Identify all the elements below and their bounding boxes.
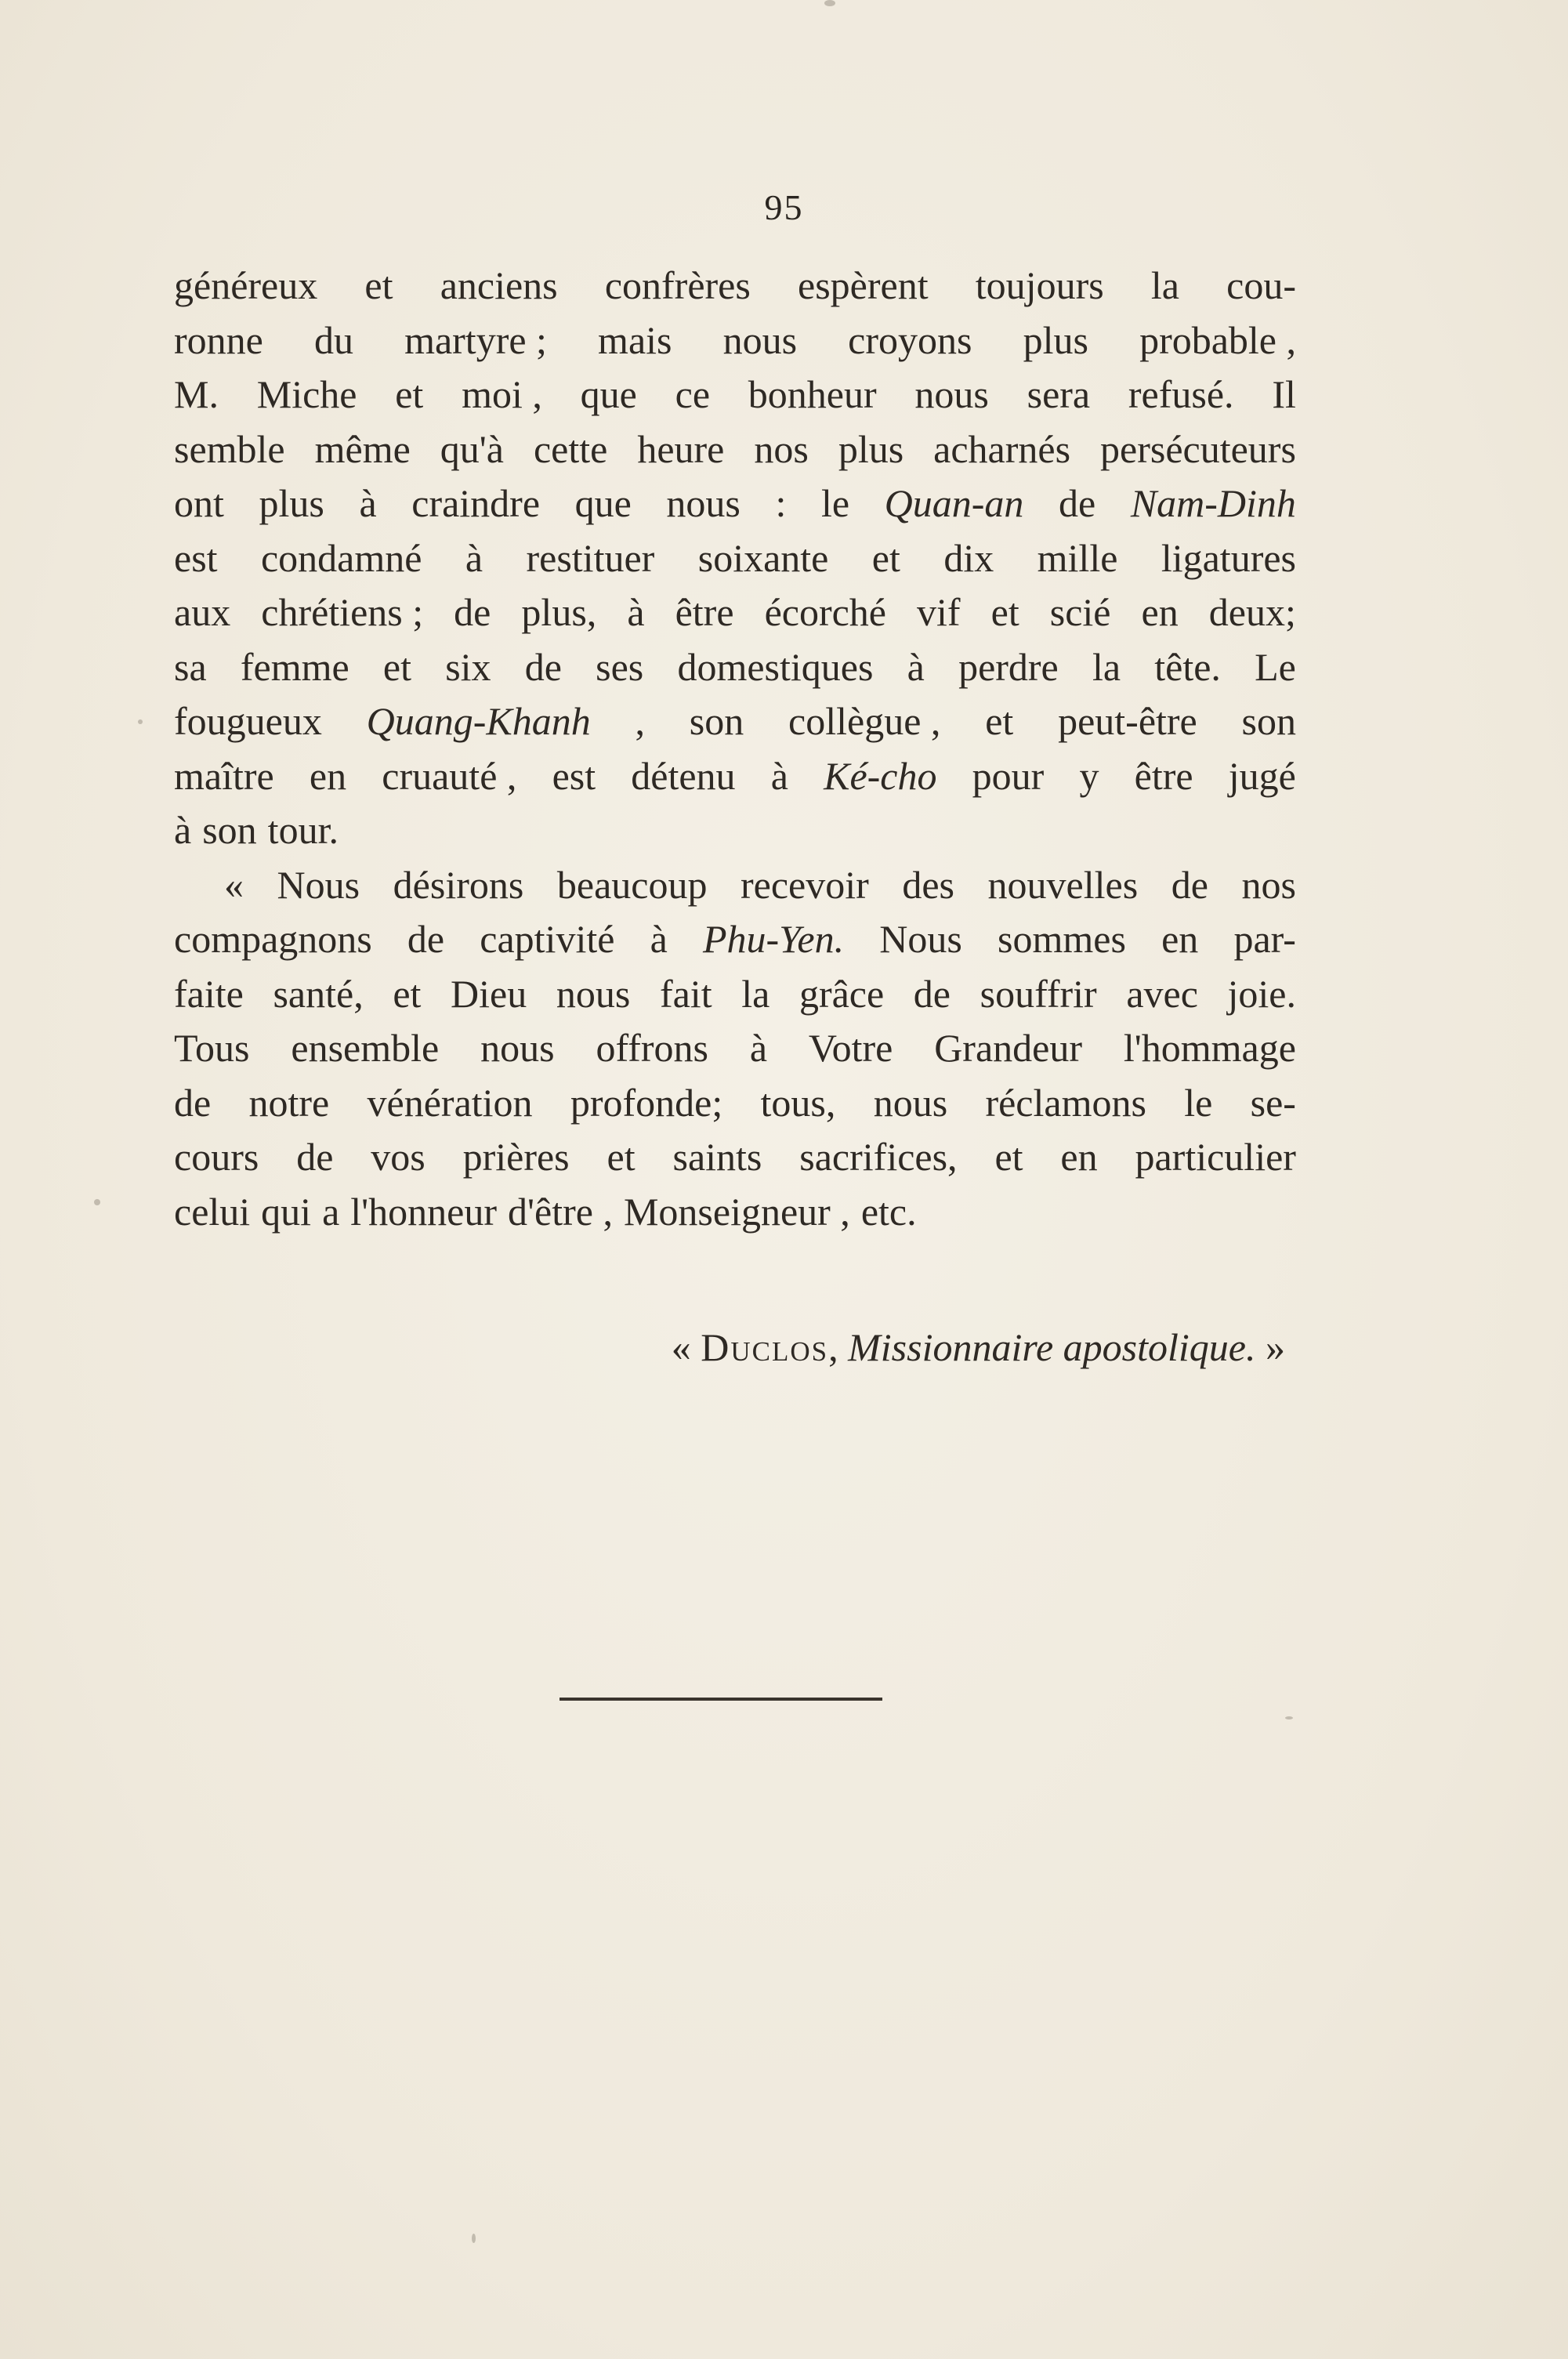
word: nous: [666, 481, 741, 525]
text-line: [174, 1021, 1296, 1076]
word: de: [454, 590, 491, 634]
word: de: [913, 971, 951, 1016]
word: persécuteurs: [1100, 426, 1296, 471]
word: vénération: [367, 1080, 533, 1125]
text-line: [174, 1185, 1296, 1240]
word: de: [1059, 481, 1096, 525]
word: domestiques: [677, 644, 874, 689]
word: même: [314, 426, 411, 471]
word: particulier: [1135, 1135, 1296, 1179]
word: nous: [556, 971, 631, 1016]
letter-body: [174, 259, 1296, 1239]
word: confrères: [604, 263, 751, 307]
word: nous: [873, 1080, 948, 1125]
word: collègue ,: [788, 699, 941, 743]
word: :: [775, 481, 787, 525]
word: pour: [972, 753, 1045, 798]
word: profonde;: [570, 1080, 723, 1125]
word: le: [1184, 1080, 1213, 1125]
word: la: [1150, 263, 1179, 307]
word: être: [675, 590, 734, 634]
word: femme: [240, 644, 349, 689]
word: à: [770, 753, 788, 798]
text-line: [174, 531, 1296, 586]
word: le: [820, 481, 850, 525]
word: sommes: [998, 917, 1126, 961]
word: mais: [598, 317, 672, 362]
word: en: [1141, 590, 1179, 634]
word: tête.: [1154, 644, 1221, 689]
word: condamné: [260, 535, 422, 580]
word: et: [364, 263, 393, 307]
word: M.: [174, 372, 219, 416]
word: notre: [248, 1080, 330, 1125]
word: la: [1092, 644, 1121, 689]
text-line: [174, 1130, 1296, 1185]
italic-word: Nam-Dinh: [1130, 481, 1296, 525]
word: scié: [1049, 590, 1111, 634]
word: son: [689, 699, 744, 743]
word: à: [627, 590, 645, 634]
word: maître: [174, 753, 274, 798]
word: fait: [659, 971, 712, 1016]
text-line: [174, 422, 1296, 477]
word: celui: [174, 1189, 251, 1234]
word: Nous: [277, 862, 360, 907]
word: son: [202, 808, 257, 852]
word: a: [322, 1189, 340, 1234]
word: plus,: [521, 590, 597, 634]
word: cours: [174, 1135, 259, 1179]
italic-word: Phu-Yen.: [702, 917, 845, 961]
word: joie.: [1227, 971, 1296, 1016]
word: cette: [533, 426, 608, 471]
word: est: [552, 753, 596, 798]
word: qu'à: [440, 426, 504, 471]
word: et: [994, 1135, 1023, 1179]
word: Monseigneur ,: [623, 1189, 850, 1234]
word: ensemble: [291, 1026, 440, 1070]
word: du: [313, 317, 353, 362]
word: jugé: [1228, 753, 1296, 798]
word: prières: [462, 1135, 570, 1179]
word: de: [407, 917, 445, 961]
word: moi ,: [462, 372, 542, 416]
word: est: [174, 535, 218, 580]
word: nos: [754, 426, 809, 471]
word: ses: [596, 644, 644, 689]
word: deux;: [1208, 590, 1296, 634]
word: avec: [1126, 971, 1198, 1016]
word: de: [174, 1080, 212, 1125]
word: que: [580, 372, 637, 416]
word: cou-: [1226, 263, 1296, 307]
word: à: [650, 917, 668, 961]
word: «: [224, 862, 244, 907]
word: mille: [1037, 535, 1118, 580]
word: captivité: [480, 917, 615, 961]
word: et: [607, 1135, 636, 1179]
word: espèrent: [798, 263, 929, 307]
word: offrons: [596, 1026, 708, 1070]
text-line: [174, 640, 1296, 695]
text-line: [174, 313, 1296, 368]
word: la: [741, 971, 770, 1016]
word: etc.: [860, 1189, 917, 1234]
word: à: [359, 481, 377, 525]
word: en: [309, 753, 347, 798]
word: et: [871, 535, 900, 580]
word: faite: [174, 971, 244, 1016]
signature-open-quote: «: [671, 1325, 691, 1369]
word: Nous: [879, 917, 962, 961]
word: Miche: [256, 372, 357, 416]
word: restituer: [526, 535, 655, 580]
word: tous,: [760, 1080, 836, 1125]
word: vif: [917, 590, 961, 634]
word: écorché: [764, 590, 886, 634]
word: d'être ,: [508, 1189, 613, 1234]
word: nos: [1241, 862, 1296, 907]
italic-word: Ké-cho: [824, 753, 937, 798]
word: de: [524, 644, 562, 689]
paper-speck: [824, 0, 835, 6]
word: sera: [1027, 372, 1091, 416]
word: en: [1060, 1135, 1098, 1179]
word: beaucoup: [556, 862, 708, 907]
paper-speck: [1285, 1716, 1293, 1719]
word: aux: [174, 590, 231, 634]
word: l'honneur: [350, 1189, 498, 1234]
word: croyons: [848, 317, 972, 362]
word: anciens: [440, 263, 558, 307]
word: ronne: [174, 317, 263, 362]
word: refusé.: [1128, 372, 1234, 416]
word: y: [1079, 753, 1099, 798]
word: généreux: [174, 263, 318, 307]
word: fougueux: [174, 699, 322, 743]
text-line: [174, 585, 1296, 640]
word: à: [749, 1026, 768, 1070]
word: probable ,: [1139, 317, 1296, 362]
word: six: [445, 644, 491, 689]
word: en: [1161, 917, 1199, 961]
word: plus: [1023, 317, 1088, 362]
word: et: [985, 699, 1014, 743]
paper-speck: [472, 2234, 476, 2243]
signature-name: Duclos: [701, 1325, 829, 1369]
word: grâce: [798, 971, 885, 1016]
word: perdre: [958, 644, 1059, 689]
word: Le: [1255, 644, 1296, 689]
word: Dieu: [451, 971, 527, 1016]
word: plus: [838, 426, 904, 471]
word: être: [1134, 753, 1193, 798]
word: martyre ;: [404, 317, 547, 362]
word: santé,: [273, 971, 364, 1016]
word: à: [465, 535, 483, 580]
word: et: [393, 971, 422, 1016]
word: ligatures: [1161, 535, 1296, 580]
italic-word: Quang-Khanh: [366, 699, 591, 743]
word: ,: [635, 699, 646, 743]
word: toujours: [975, 263, 1104, 307]
word: ont: [174, 481, 224, 525]
page-number: 95: [764, 187, 804, 227]
word: ce: [675, 372, 711, 416]
word: Il: [1272, 372, 1296, 416]
word: se-: [1250, 1080, 1296, 1125]
text-line: [174, 749, 1296, 804]
word: plus: [259, 481, 324, 525]
text-line: [174, 1076, 1296, 1131]
paper-speck: [94, 1199, 100, 1205]
signature-close-quote: »: [1266, 1325, 1285, 1369]
text-line: [174, 967, 1296, 1022]
paper-speck: [138, 719, 143, 724]
word: sa: [174, 644, 207, 689]
word: recevoir: [741, 862, 869, 907]
text-line: [174, 477, 1296, 531]
word: tour.: [267, 808, 339, 852]
word: peut-être: [1058, 699, 1197, 743]
word: et: [990, 590, 1019, 634]
word: à: [174, 808, 192, 852]
word: chrétiens ;: [261, 590, 424, 634]
word: par-: [1233, 917, 1296, 961]
word: qui: [261, 1189, 312, 1234]
word: Tous: [174, 1026, 250, 1070]
word: des: [902, 862, 954, 907]
word: détenu: [631, 753, 736, 798]
word: soixante: [697, 535, 829, 580]
text-line: [174, 912, 1296, 967]
word: réclamons: [985, 1080, 1146, 1125]
word: craindre: [411, 481, 541, 525]
word: de: [296, 1135, 334, 1179]
word: bonheur: [748, 372, 877, 416]
word: dix: [943, 535, 994, 580]
word: souffrir: [980, 971, 1097, 1016]
text-line: [174, 803, 1296, 858]
signature-separator: ,: [828, 1325, 838, 1369]
word: sacrifices,: [799, 1135, 958, 1179]
word: Votre: [808, 1026, 893, 1070]
word: de: [1171, 862, 1208, 907]
word: acharnés: [933, 426, 1071, 471]
word: son: [1241, 699, 1296, 743]
text-line: [174, 858, 1296, 913]
word: désirons: [393, 862, 524, 907]
word: et: [395, 372, 424, 416]
word: heure: [637, 426, 725, 471]
word: que: [574, 481, 632, 525]
signature: [0, 1324, 1285, 1370]
word: nouvelles: [987, 862, 1139, 907]
word: et: [382, 644, 411, 689]
text-line: [174, 368, 1296, 422]
text-line: [174, 694, 1296, 749]
word: compagnons: [174, 917, 372, 961]
word: Grandeur: [934, 1026, 1082, 1070]
word: nous: [722, 317, 798, 362]
italic-word: Quan-an: [884, 481, 1024, 525]
word: cruauté ,: [382, 753, 517, 798]
section-divider-rule: [559, 1698, 882, 1701]
word: à: [907, 644, 925, 689]
word: nous: [480, 1026, 555, 1070]
text-line: [174, 259, 1296, 313]
word: semble: [174, 426, 285, 471]
word: l'hommage: [1123, 1026, 1296, 1070]
word: vos: [371, 1135, 425, 1179]
signature-title: Missionnaire apostolique.: [848, 1325, 1256, 1369]
word: saints: [672, 1135, 762, 1179]
word: nous: [914, 372, 989, 416]
